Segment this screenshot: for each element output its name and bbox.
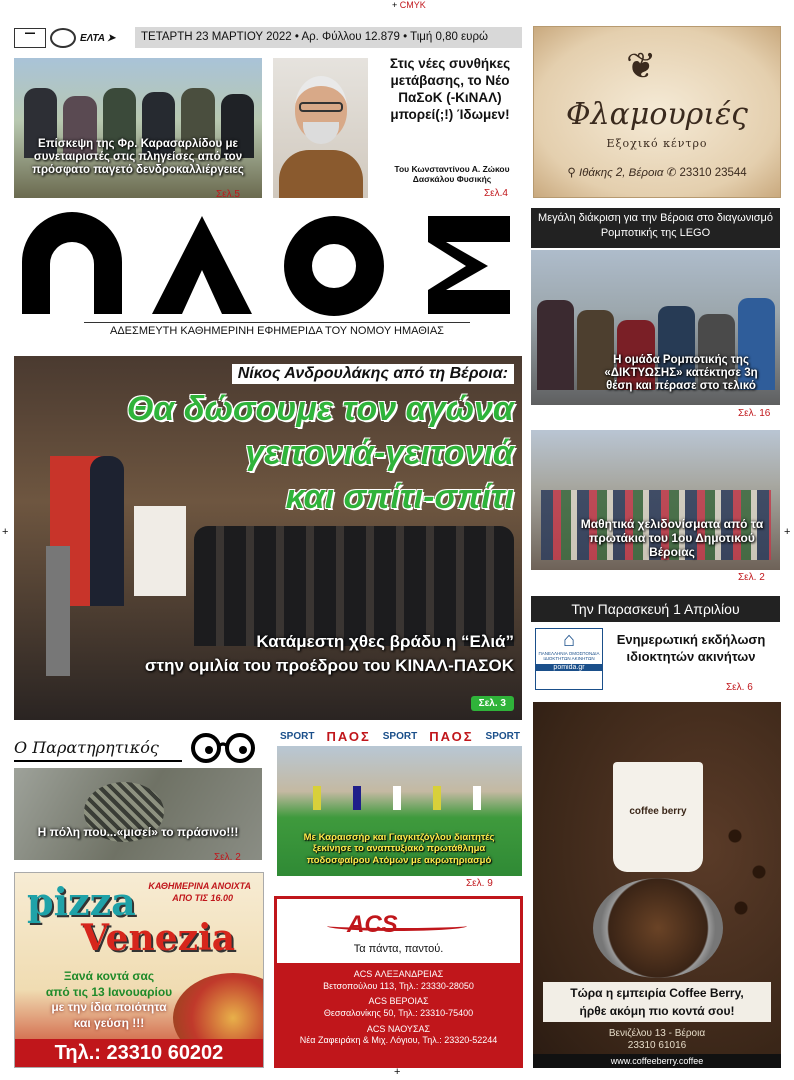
- observer-title: Ο Παρατηρητικός: [14, 738, 159, 757]
- ad-flamouries-contact: [534, 165, 780, 179]
- issue-info: ΤΕΤΑΡΤΗ 23 ΜΑΡΤΙΟΥ 2022 • Αρ. Φύλλου 12.879 • Τιμή 0,80 ευρώ: [141, 31, 488, 43]
- lead-photo: [14, 356, 522, 720]
- lead-caption-1: Κατάμεστη χθες βράδυ η “Ελιά”: [256, 632, 514, 651]
- acs-swoosh-icon: [327, 921, 467, 931]
- ad-pizza-brand-2: Venezia: [81, 917, 236, 959]
- sport-page-ref[interactable]: Σελ. 9: [466, 878, 493, 889]
- ad-coffee[interactable]: [533, 702, 781, 1068]
- registration-cross-left: +: [2, 526, 9, 538]
- author-beard: [303, 122, 339, 144]
- sport-logo-1: ΠΑΟΣ: [326, 728, 371, 744]
- acs-branch-2-address: Θεσσαλονίκης 50, Τηλ.: 23310-75400: [323, 1008, 474, 1019]
- masthead-subtitle: ΑΔΕΣΜΕΥΤΗ ΚΑΘΗΜΕΡΙΝΗ ΕΦΗΜΕΡΙΔΑ ΤΟΥ ΝΟΜΟΥ ΗΜΑΘΙΑΣ: [84, 322, 470, 337]
- ad-coffee-address: Βενιζέλου 13 - Βέροια: [608, 1028, 706, 1039]
- farmers-page-ref[interactable]: Σελ.5: [216, 189, 240, 200]
- registration-cross-right: +: [784, 526, 791, 538]
- ad-acs[interactable]: [274, 896, 523, 1068]
- lead-headline-1[interactable]: Θα δώσουμε τον αγώνα: [126, 390, 514, 428]
- registration-mark: [392, 0, 426, 10]
- ad-pizza-hours-2: ΑΠΟ ΤΙΣ 16.00: [172, 893, 233, 903]
- sport-label-2: SPORT: [382, 730, 418, 742]
- ad-coffee-url: www.coffeeberry.coffee: [533, 1054, 781, 1068]
- sport-logo-2: ΠΑΟΣ: [429, 728, 474, 744]
- ad-pizza-text-1: Ξανά κοντά σας: [63, 969, 155, 983]
- sport-caption: Με Καραισσήρ και Γιαγκιτζόγλου διαιτητές ξεκίνησε το αναπτυξιακό πρωτάθλημα ποδοσφαίρου Ατόμων με ακρωτηριασμό: [303, 832, 495, 866]
- acs-logo: ACS: [347, 911, 398, 938]
- author-body: [279, 150, 363, 198]
- event-header[interactable]: Την Παρασκευή 1 Απριλίου: [531, 596, 780, 622]
- ad-flamouries[interactable]: [533, 26, 781, 198]
- coffee-cup: [613, 762, 703, 872]
- ad-pizza-brand-1: pizza: [27, 879, 136, 924]
- glasses-graphic: [184, 728, 260, 764]
- lead-kicker: Νίκος Ανδρουλάκης από τη Βέροια:: [232, 364, 514, 384]
- ad-pizza-text-4: και γεύση !!!: [73, 1015, 145, 1030]
- observer-caption: Η πόλη που...«μισεί» το πράσινο!!!: [37, 825, 239, 839]
- ad-pizza[interactable]: [14, 872, 264, 1068]
- lego-header[interactable]: Μεγάλη διάκριση για την Βέροια στο διαγωνισμό Ρομποτικής της LEGO: [531, 208, 780, 248]
- ad-flamouries-tagline: Εξοχικό κέντρο: [606, 137, 708, 150]
- sport-banner: [280, 728, 520, 744]
- opinion-author: Του Κωνσταντίνου Α. Ζώκου Δασκάλου Φυσικής: [394, 164, 510, 184]
- coffee-beans: [723, 812, 781, 932]
- seal-icon: [50, 28, 76, 48]
- author-photo: [273, 58, 368, 198]
- observer-page-ref[interactable]: Σελ. 2: [214, 852, 241, 863]
- location-pin-icon: ⚲: [567, 167, 576, 179]
- lead-page-ref[interactable]: Σελ. 3: [471, 696, 514, 711]
- paos-logo-graphic: [18, 210, 518, 318]
- opinion-headline[interactable]: Στις νέες συνθήκες μετάβασης, το Νέο ΠαΣοΚ (-ΚιΝΑΛ) μπορεί(;!) Ίδωμεν!: [389, 56, 511, 122]
- school-page-ref[interactable]: Σελ. 2: [738, 572, 765, 583]
- ad-acs-top: [277, 899, 520, 963]
- pomida-logo: [535, 628, 603, 690]
- players: [297, 786, 497, 816]
- acs-branch-3-name: ACS ΝΑΟΥΣΑΣ: [366, 1023, 431, 1034]
- farmers-caption: Επίσκεψη της Φρ. Καρασαρλίδου με συνεταιριστές στις πληγείσες από τον πρόσφατο παγετό δενδροκαλλιέργειες: [32, 138, 244, 177]
- elta-label: ΕΛΤΑ: [80, 32, 106, 44]
- lego-caption: Η ομάδα Ρομποτικής της «ΔΙΚΤΥΩΣΗΣ» κατέκτησε 3η θέση και πέρασε στο τελικό: [604, 354, 758, 393]
- phone-icon: ✆: [666, 167, 677, 179]
- issue-info-bar: [135, 27, 522, 48]
- sport-photo: [277, 746, 522, 876]
- event-headline[interactable]: Ενημερωτική εκδήλωση ιδιοκτητών ακινήτων: [616, 632, 766, 664]
- lead-headline-2[interactable]: γειτονιά-γειτονιά: [245, 434, 514, 472]
- school-photo: [531, 430, 780, 570]
- camera-tripod: [46, 546, 70, 676]
- ad-pizza-text-2: από τις 13 Ιανουαρίου: [45, 984, 173, 999]
- acs-branch-1-name: ACS ΑΛΕΞΑΝΔΡΕΙΑΣ: [353, 969, 444, 979]
- ad-pizza-hours-1: ΚΑΘΗΜΕΡΙΝΑ ΑΝΟΙΧΤΑ: [148, 881, 251, 891]
- coffee-grounds: [593, 878, 723, 978]
- ad-flamouries-phone: 23310 23544: [679, 167, 747, 179]
- acs-branch-1-address: Βετσοπούλου 113, Τηλ.: 23330-28050: [323, 980, 474, 991]
- observer-photo: [14, 768, 262, 860]
- masthead-badges: [14, 27, 134, 49]
- lego-page-ref[interactable]: Σελ. 16: [738, 408, 771, 419]
- event-page-ref[interactable]: Σελ. 6: [726, 682, 753, 693]
- ad-pizza-text-3: με την ίδια ποιότητα: [51, 1000, 167, 1015]
- acs-slogan: Τα πάντα, παντού.: [353, 943, 444, 955]
- paos-logo: [18, 210, 518, 318]
- farmers-photo: [14, 58, 262, 198]
- ad-coffee-message: [543, 982, 771, 1022]
- leaves-icon: ❦: [626, 45, 657, 86]
- school-caption: Μαθητικά χελιδονίσματα από τα πρωτάκια του 1ου Δημοτικού Βέροιας: [580, 517, 764, 559]
- publisher-logo-icon: ▬▬: [14, 28, 46, 48]
- ad-coffee-text-2: ήρθε ακόμη πιο κοντά σου!: [579, 1004, 735, 1018]
- registration-cross-bottom: +: [394, 1066, 401, 1078]
- lead-headline-3[interactable]: και σπίτι-σπίτι: [285, 478, 514, 516]
- sport-label-3: SPORT: [485, 730, 520, 742]
- glasses-icon: [184, 728, 260, 764]
- building-icon: ⌂: [562, 629, 576, 651]
- bird-icon: ➤: [107, 32, 116, 44]
- elta-badge: [80, 33, 115, 44]
- lead-caption-2: στην ομιλία του προέδρου του ΚΙΝΑΛ-ΠΑΣΟΚ: [144, 656, 514, 675]
- registration-cross: +: [392, 0, 398, 10]
- lego-photo: [531, 250, 780, 405]
- cmyk-label: CMYK: [399, 0, 426, 10]
- ad-pizza-text: [19, 969, 199, 1031]
- audience: [194, 526, 514, 646]
- opinion-page-ref[interactable]: Σελ.4: [484, 188, 508, 199]
- ad-flamouries-name: Φλαμουριές: [566, 97, 748, 132]
- ad-coffee-phone: 23310 61016: [627, 1040, 687, 1051]
- ad-coffee-text-1: Τώρα η εμπειρία Coffee Berry,: [570, 986, 744, 1000]
- sport-label-1: SPORT: [280, 730, 315, 742]
- pomida-logo-text: ΠΑΝΕΛΛΗΝΙΑ ΟΜΟΣΠΟΝΔΙΑ ΙΔΙΟΚΤΗΤΩΝ ΑΚΙΝΗΤΩΝ: [538, 651, 600, 662]
- author-glasses: [299, 102, 343, 112]
- lectern: [134, 506, 186, 596]
- pomida-url: pomida.gr: [536, 664, 602, 671]
- acs-branches: [277, 969, 520, 1047]
- ad-pizza-phone: Τηλ.: 23310 60202: [15, 1039, 263, 1067]
- acs-branch-3-address: Νέα Ζαφειράκη & Μιχ. Λόγιου, Τηλ.: 23320-52244: [299, 1035, 498, 1046]
- ad-flamouries-address: Ιθάκης 2, Βέροια: [578, 167, 664, 179]
- ad-coffee-cup-brand: coffee berry: [629, 806, 687, 817]
- acs-branch-2-name: ACS ΒΕΡΟΙΑΣ: [368, 996, 429, 1007]
- observer-line: [14, 760, 182, 762]
